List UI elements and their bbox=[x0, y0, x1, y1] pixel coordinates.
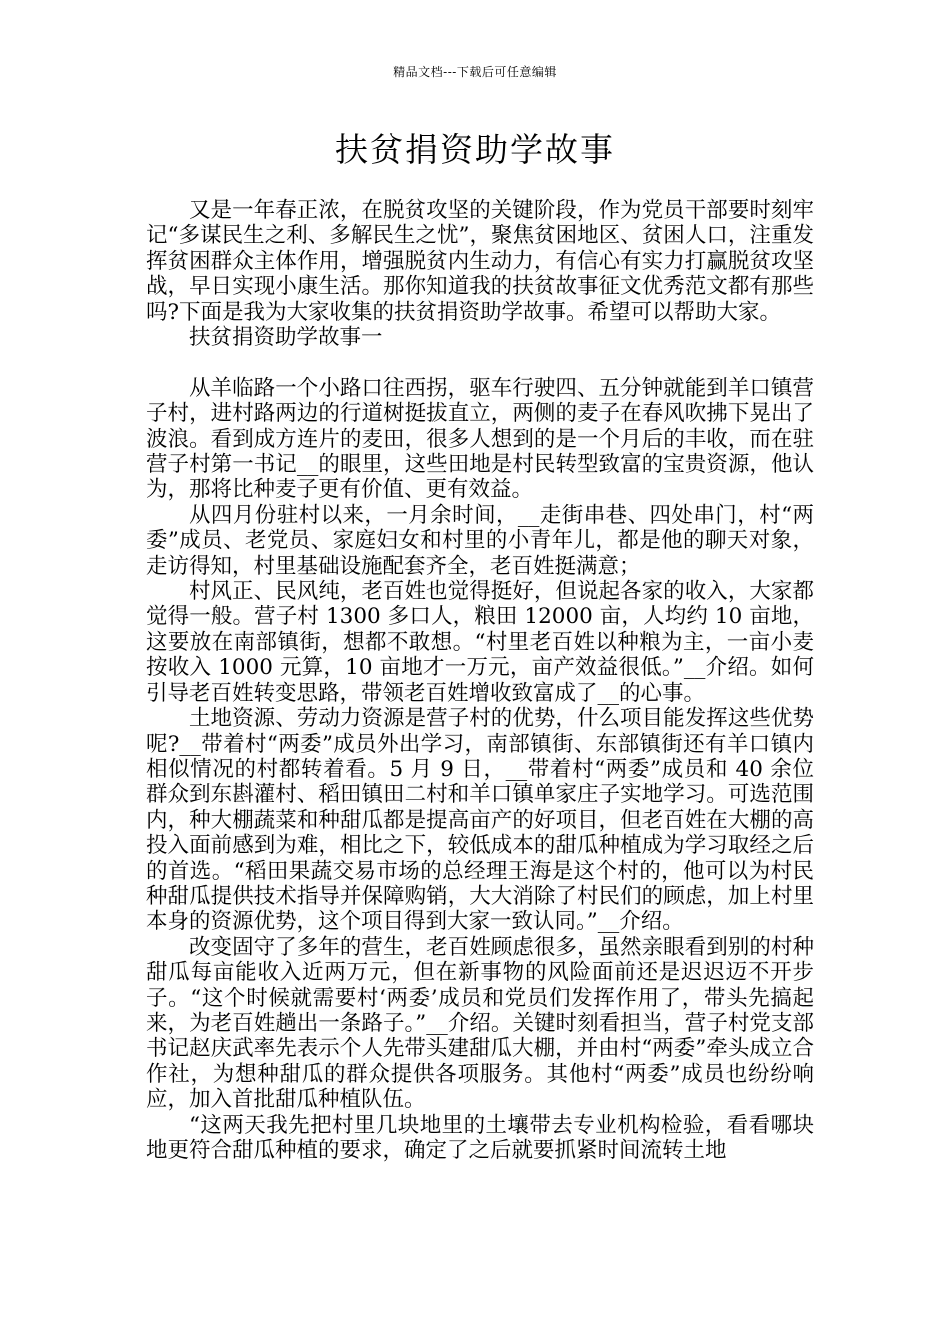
document-title: 扶贫捐资助学故事 bbox=[335, 130, 615, 169]
header-note: 精品文档---下载后可任意编辑 bbox=[393, 65, 557, 79]
body-paragraph: 改变固守了多年的营生，老百姓顾虑很多，虽然亲眼看到别的村种甜瓜每亩能收入近两万元，但在新事物的风险面前还是迟迟迈不开步子。“这个时候就需要村‘两委’成员和党员们发挥作用了，带头先搞起来，为老百姓趟出一条路子。”__介绍。关键时刻看担当，营子村党支部书记赵庆武率先表示个人先带头建甜瓜大棚，并由村“两委”牵头成立合作社，为想种甜瓜的群众提供各项服务。其他村“两委”成员也纷纷响应，加入首批甜瓜种植队伍。 bbox=[146, 934, 814, 1113]
body-paragraph: “这两天我先把村里几块地里的土壤带去专业机构检验，看看哪块地更符合甜瓜种植的要求，确定了之后就要抓紧时间流转土地 bbox=[146, 1112, 814, 1164]
blank-line bbox=[146, 350, 814, 375]
section-title: 扶贫捐资助学故事一 bbox=[189, 325, 383, 351]
body-paragraph: 土地资源、劳动力资源是营子村的优势，什么项目能发挥这些优势呢?__带着村“两委”成员外出学习，南部镇街、东部镇街还有羊口镇内相似情况的村都转着看。5 月 9 日，__带着村“两委”成员和 40 余位群众到东斟灌村、稻田镇田二村和羊口镇单家庄子实地学习。可选范围内，种大棚蔬菜和种甜瓜都是提高亩产的好项目，但老百姓在大棚的高投入面前感到为难，相比之下，较低成本的甜瓜种植成为学习取经之后的首选。“稻田果蔬交易市场的总经理王海是这个村的，他可以为村民种甜瓜提供技术指导并保障购销，大大消除了村民们的顾虑，加上村里本身的资源优势，这个项目得到大家一致认同。”__介绍。 bbox=[146, 706, 814, 935]
body-paragraph: 从羊临路一个小路口往西拐，驱车行驶四、五分钟就能到羊口镇营子村，进村路两边的行道树挺拔直立，两侧的麦子在春风吹拂下晃出了波浪。看到成方连片的麦田，很多人想到的是一个月后的丰收，而在驻营子村第一书记__的眼里，这些田地是村民转型致富的宝贵资源，他认为，那将比种麦子更有价值、更有效益。 bbox=[146, 375, 814, 503]
body-paragraph: 从四月份驻村以来，一月余时间，__走街串巷、四处串门，村“两委”成员、老党员、家庭妇女和村里的小青年儿，都是他的聊天对象，走访得知，村里基础设施配套齐全，老百姓挺满意； bbox=[146, 502, 814, 579]
intro-paragraph: 又是一年春正浓，在脱贫攻坚的关键阶段，作为党员干部要时刻牢记“多谋民生之利、多解民生之忧”，聚焦贫困地区、贫困人口，注重发挥贫困群众主体作用，增强脱贫内生动力，有信心有实力打赢脱贫攻坚战，早日实现小康生活。那你知道我的扶贫故事征文优秀范文都有那些吗?下面是我为大家收集的扶贫捐资助学故事。希望可以帮助大家。 bbox=[146, 198, 814, 325]
document-body bbox=[146, 198, 814, 1163]
body-paragraph: 村风正、民风纯，老百姓也觉得挺好，但说起各家的收入，大家都觉得一般。营子村 1300 多口人，粮田 12000 亩，人均约 10 亩地，这要放在南部镇街，想都不敢想。“村里老百姓以种粮为主，一亩小麦按收入 1000 元算，10 亩地才一万元，亩产效益很低。”__介绍。如何引导老百姓转变思路，带领老百姓增收致富成了__的心事。 bbox=[146, 579, 814, 706]
